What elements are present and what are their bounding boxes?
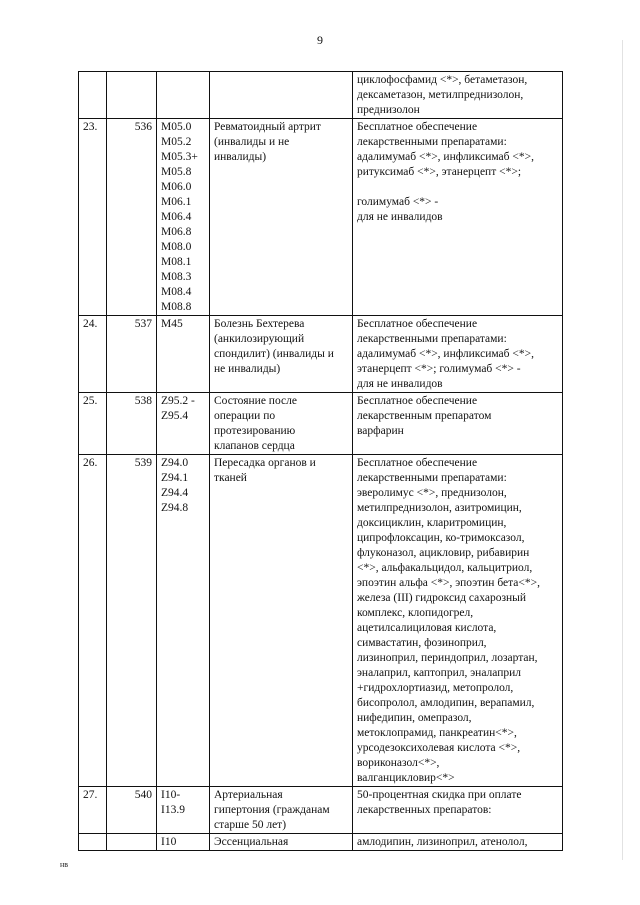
drug-provision-cell bbox=[353, 787, 563, 834]
table-row bbox=[79, 834, 563, 851]
drug-provision-line: метилпреднизолон, азитромицин, bbox=[357, 502, 522, 514]
table-row bbox=[79, 455, 563, 787]
icd-codes-line: M08.1 bbox=[161, 256, 192, 268]
drug-provision-cell bbox=[353, 72, 563, 119]
drug-provision-line: голимумаб <*> - bbox=[357, 196, 439, 208]
drug-provision-line: этанерцепт <*>; голимумаб <*> - bbox=[357, 363, 521, 375]
icd-codes-line: M05.0 bbox=[161, 121, 192, 133]
drug-provision-line: урсодезоксихолевая кислота <*>, bbox=[357, 742, 521, 754]
icd-codes-line: M05.2 bbox=[161, 136, 192, 148]
drug-provision-line: лекарственных препаратов: bbox=[357, 804, 492, 816]
disease-name-line: гипертония (гражданам bbox=[214, 804, 330, 816]
icd-codes-line: M06.4 bbox=[161, 211, 192, 223]
drug-provision-line: Бесплатное обеспечение bbox=[357, 318, 478, 330]
drug-provision-cell bbox=[353, 834, 563, 851]
drug-provision-line: лекарственным препаратом bbox=[357, 410, 492, 422]
icd-codes-line: M08.8 bbox=[161, 301, 192, 313]
drug-provision-line: для не инвалидов bbox=[357, 378, 443, 390]
drug-provision-line: адалимумаб <*>, инфликсимаб <*>, bbox=[357, 151, 534, 163]
icd-codes-line: M06.8 bbox=[161, 226, 192, 238]
table-row bbox=[79, 787, 563, 834]
disease-name-line: Состояние после bbox=[214, 395, 297, 407]
drug-provision-cell bbox=[353, 316, 563, 393]
icd-codes-line: M05.8 bbox=[161, 166, 192, 178]
drug-provision-line: <*>, альфакальцидол, кальцитриол, bbox=[357, 562, 533, 574]
row-number-cell bbox=[79, 72, 107, 119]
drug-provision-line: лекарственными препаратами: bbox=[357, 333, 507, 345]
drug-provision-line: 50-процентная скидка при оплате bbox=[357, 789, 522, 801]
row-number-cell: 25. bbox=[79, 393, 107, 455]
drug-provision-line: эналаприл, каптоприл, эналаприл bbox=[357, 667, 522, 679]
drug-provision-line: адалимумаб <*>, инфликсимаб <*>, bbox=[357, 348, 534, 360]
icd-codes-cell bbox=[157, 834, 210, 851]
disease-name-cell bbox=[210, 316, 353, 393]
drug-provision-line: варфарин bbox=[357, 425, 404, 437]
icd-codes-line: Z94.8 bbox=[161, 502, 189, 514]
row-number-cell: 26. bbox=[79, 455, 107, 787]
footer-mark: нв bbox=[60, 860, 69, 869]
disease-name-cell bbox=[210, 455, 353, 787]
drug-provision-line: бисопролол, амлодипин, верапамил, bbox=[357, 697, 535, 709]
table-row bbox=[79, 72, 563, 119]
table-row bbox=[79, 119, 563, 316]
drug-provision-line: лекарственными препаратами: bbox=[357, 472, 507, 484]
icd-codes-line: I10- bbox=[161, 789, 181, 801]
drug-provision-line: амлодипин, лизиноприл, атенолол, bbox=[357, 836, 528, 848]
page-number: 9 bbox=[317, 33, 323, 47]
drug-provision-line: для не инвалидов bbox=[357, 211, 443, 223]
disease-name-line: Артериальная bbox=[214, 789, 283, 801]
disease-name-line: (инвалиды и не bbox=[214, 136, 290, 148]
icd-codes-line: I13.9 bbox=[161, 804, 185, 816]
drug-provision-line: дексаметазон, метилпреднизолон, bbox=[357, 89, 524, 101]
icd-codes-line: M45 bbox=[161, 318, 183, 330]
drug-provision-line: симвастатин, фозиноприл, bbox=[357, 637, 487, 649]
disease-name-cell bbox=[210, 119, 353, 316]
icd-codes-line: M06.0 bbox=[161, 181, 192, 193]
drug-provision-line: Бесплатное обеспечение bbox=[357, 395, 478, 407]
disease-name-line: Ревматоидный артрит bbox=[214, 121, 321, 133]
disease-name-line: инвалиды) bbox=[214, 151, 267, 163]
disease-name-line: старше 50 лет) bbox=[214, 819, 287, 831]
drug-provision-line: вориконазол<*>, bbox=[357, 757, 440, 769]
drug-provision-line: доксициклин, кларитромицин, bbox=[357, 517, 507, 529]
disease-name-line: клапанов сердца bbox=[214, 440, 295, 452]
disease-name-line: операции по bbox=[214, 410, 276, 422]
drug-provision-line: ципрофлоксацин, ко-тримоксазол, bbox=[357, 532, 525, 544]
row-number-cell: 23. bbox=[79, 119, 107, 316]
drug-provision-line: валганцикловир<*> bbox=[357, 772, 455, 784]
icd-codes-cell bbox=[157, 119, 210, 316]
drug-provision-line bbox=[357, 180, 558, 195]
drug-provision-line: ацетилсалициловая кислота, bbox=[357, 622, 497, 634]
disease-name-line: (анкилозирующий bbox=[214, 333, 305, 345]
icd-codes-cell bbox=[157, 393, 210, 455]
disease-name-line: Пересадка органов и bbox=[214, 457, 316, 469]
table-body bbox=[79, 72, 563, 851]
record-id-cell: 536 bbox=[107, 119, 157, 316]
disease-name-line: протезированию bbox=[214, 425, 296, 437]
drug-provision-line: преднизолон bbox=[357, 104, 420, 116]
disease-name-line: тканей bbox=[214, 472, 247, 484]
drug-provision-cell bbox=[353, 393, 563, 455]
icd-codes-line: I10 bbox=[161, 836, 177, 848]
record-id-cell: 540 bbox=[107, 787, 157, 834]
drug-provision-cell bbox=[353, 119, 563, 316]
scan-edge-line bbox=[622, 40, 623, 860]
icd-codes-line: M08.4 bbox=[161, 286, 192, 298]
disease-name-cell bbox=[210, 72, 353, 119]
row-number-cell: 27. bbox=[79, 787, 107, 834]
icd-codes-cell bbox=[157, 72, 210, 119]
icd-codes-line: M06.1 bbox=[161, 196, 192, 208]
disease-name-line: не инвалиды) bbox=[214, 363, 281, 375]
drug-provision-line: +гидрохлортиазид, метопролол, bbox=[357, 682, 514, 694]
icd-codes-line: M08.0 bbox=[161, 241, 192, 253]
drug-provision-cell bbox=[353, 455, 563, 787]
row-number-cell bbox=[79, 834, 107, 851]
record-id-cell: 537 bbox=[107, 316, 157, 393]
drug-provision-line: циклофосфамид <*>, бетаметазон, bbox=[357, 74, 528, 86]
drug-provision-line: лизиноприл, периндоприл, лозартан, bbox=[357, 652, 538, 664]
table-row bbox=[79, 393, 563, 455]
drug-provision-line: нифедипин, омепразол, bbox=[357, 712, 472, 724]
row-number-cell: 24. bbox=[79, 316, 107, 393]
disease-name-cell bbox=[210, 834, 353, 851]
disease-name-line: Болезнь Бехтерева bbox=[214, 318, 305, 330]
drug-provision-line: метоклопрамид, панкреатин<*>, bbox=[357, 727, 517, 739]
drug-provision-line: ритуксимаб <*>, этанерцепт <*>; bbox=[357, 166, 522, 178]
icd-codes-cell bbox=[157, 787, 210, 834]
disease-name-cell bbox=[210, 393, 353, 455]
icd-codes-line: Z95.2 - bbox=[161, 395, 195, 407]
drug-provision-line: эверолимус <*>, преднизолон, bbox=[357, 487, 507, 499]
icd-codes-cell bbox=[157, 455, 210, 787]
disease-name-cell bbox=[210, 787, 353, 834]
icd-codes-line: Z94.1 bbox=[161, 472, 189, 484]
icd-codes-line: Z95.4 bbox=[161, 410, 189, 422]
icd-codes-line: Z94.4 bbox=[161, 487, 189, 499]
record-id-cell: 539 bbox=[107, 455, 157, 787]
drug-provision-line: железа (III) гидроксид сахарозный bbox=[357, 592, 527, 604]
drug-provision-line: Бесплатное обеспечение bbox=[357, 457, 478, 469]
disease-name-line: Эссенциальная bbox=[214, 836, 289, 848]
drug-provision-line: Бесплатное обеспечение bbox=[357, 121, 478, 133]
icd-codes-cell bbox=[157, 316, 210, 393]
drug-provision-line: лекарственными препаратами: bbox=[357, 136, 507, 148]
record-id-cell bbox=[107, 72, 157, 119]
icd-codes-line: M05.3+ bbox=[161, 151, 198, 163]
icd-codes-line: Z94.0 bbox=[161, 457, 189, 469]
drug-provision-table bbox=[78, 71, 563, 851]
icd-codes-line: M08.3 bbox=[161, 271, 192, 283]
drug-provision-line: комплекс, клопидогрел, bbox=[357, 607, 474, 619]
record-id-cell: 538 bbox=[107, 393, 157, 455]
drug-provision-line: эпоэтин альфа <*>, эпоэтин бета<*>, bbox=[357, 577, 541, 589]
drug-provision-line: флуконазол, ацикловир, рибавирин bbox=[357, 547, 530, 559]
disease-name-line: спондилит) (инвалиды и bbox=[214, 348, 334, 360]
record-id-cell bbox=[107, 834, 157, 851]
table-row bbox=[79, 316, 563, 393]
